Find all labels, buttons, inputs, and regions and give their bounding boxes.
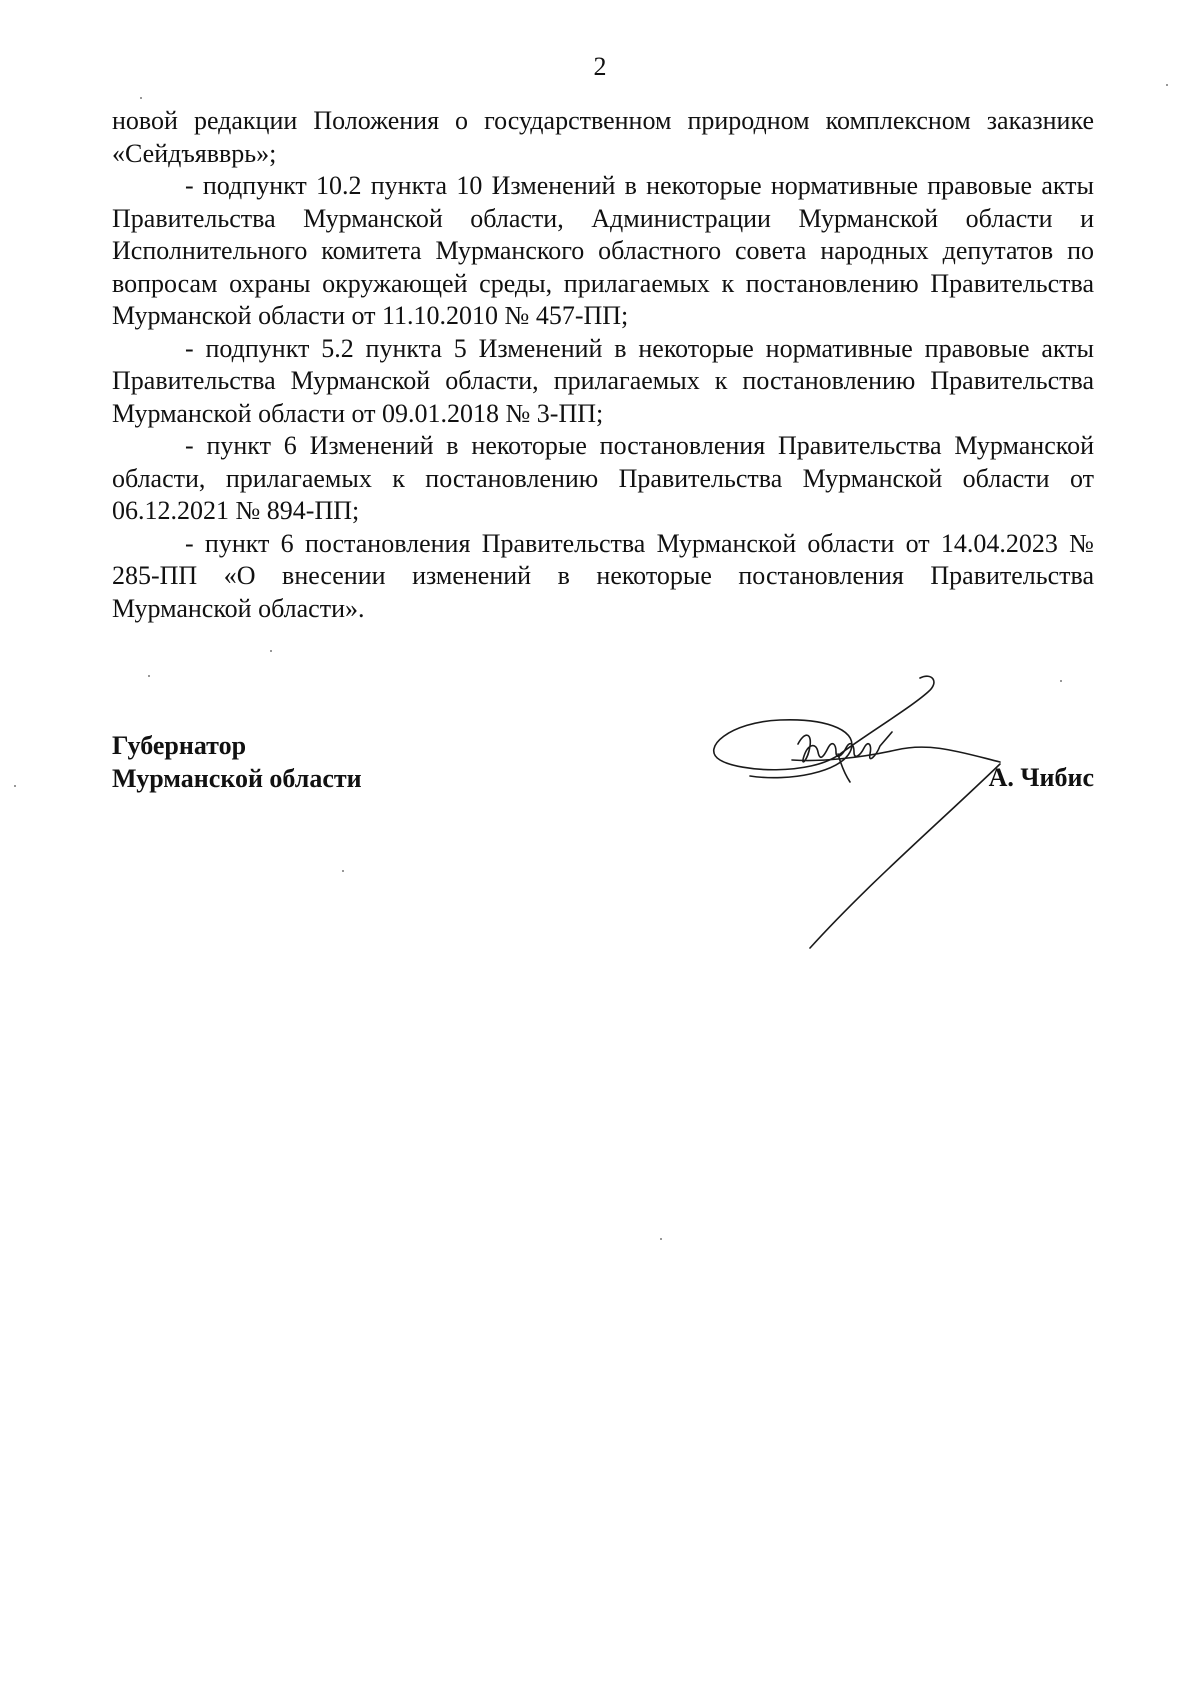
paragraph-continuation: новой редакции Положения о государственном природном комплексном заказнике «Сейдъявврь»; xyxy=(112,106,1094,168)
signatory-title xyxy=(112,730,362,795)
signatory-title-line-2: Мурманской области xyxy=(112,763,362,793)
scan-speck xyxy=(660,1238,662,1240)
paragraph-item-2: - подпункт 5.2 пункта 5 Изменений в некоторые нормативные правовые акты Правительства Мурманской области, прилагаемых к постановлению Правительства Мурманской области от 09.01.2018 № 3-ПП; xyxy=(112,333,1094,428)
scan-speck xyxy=(270,650,272,652)
scan-speck xyxy=(148,675,150,677)
signatory-title-line-1: Губернатор xyxy=(112,731,247,760)
page-number: 2 xyxy=(593,52,607,81)
scan-speck xyxy=(140,97,142,99)
signatory-name: А. Чибис xyxy=(988,763,1094,792)
document-body xyxy=(112,105,1094,625)
scan-speck xyxy=(1060,680,1062,682)
scan-speck xyxy=(1166,84,1168,86)
paragraph-item-4: - пункт 6 постановления Правительства Мурманской области от 14.04.2023 № 285-ПП «О внесении изменений в некоторые постановления Правительства Мурманской области». xyxy=(112,528,1094,623)
paragraph-item-3: - пункт 6 Изменений в некоторые постановления Правительства Мурманской области, прилагаемых к постановлению Правительства Мурманской области от 06.12.2021 № 894-ПП; xyxy=(112,431,1094,525)
handwritten-signature xyxy=(700,672,1010,952)
scan-speck xyxy=(14,785,16,787)
scan-speck xyxy=(342,870,344,872)
paragraph-item-1: - подпункт 10.2 пункта 10 Изменений в некоторые нормативные правовые акты Правительства Мурманской области, Администрации Мурманской области и Исполнительного комитета Мурманского областного совета народных депутатов по вопросам охраны окружающей среды, прилагаемых к постановлению Правительства Мурманской области от 11.10.2010 № 457-ПП; xyxy=(112,171,1094,330)
